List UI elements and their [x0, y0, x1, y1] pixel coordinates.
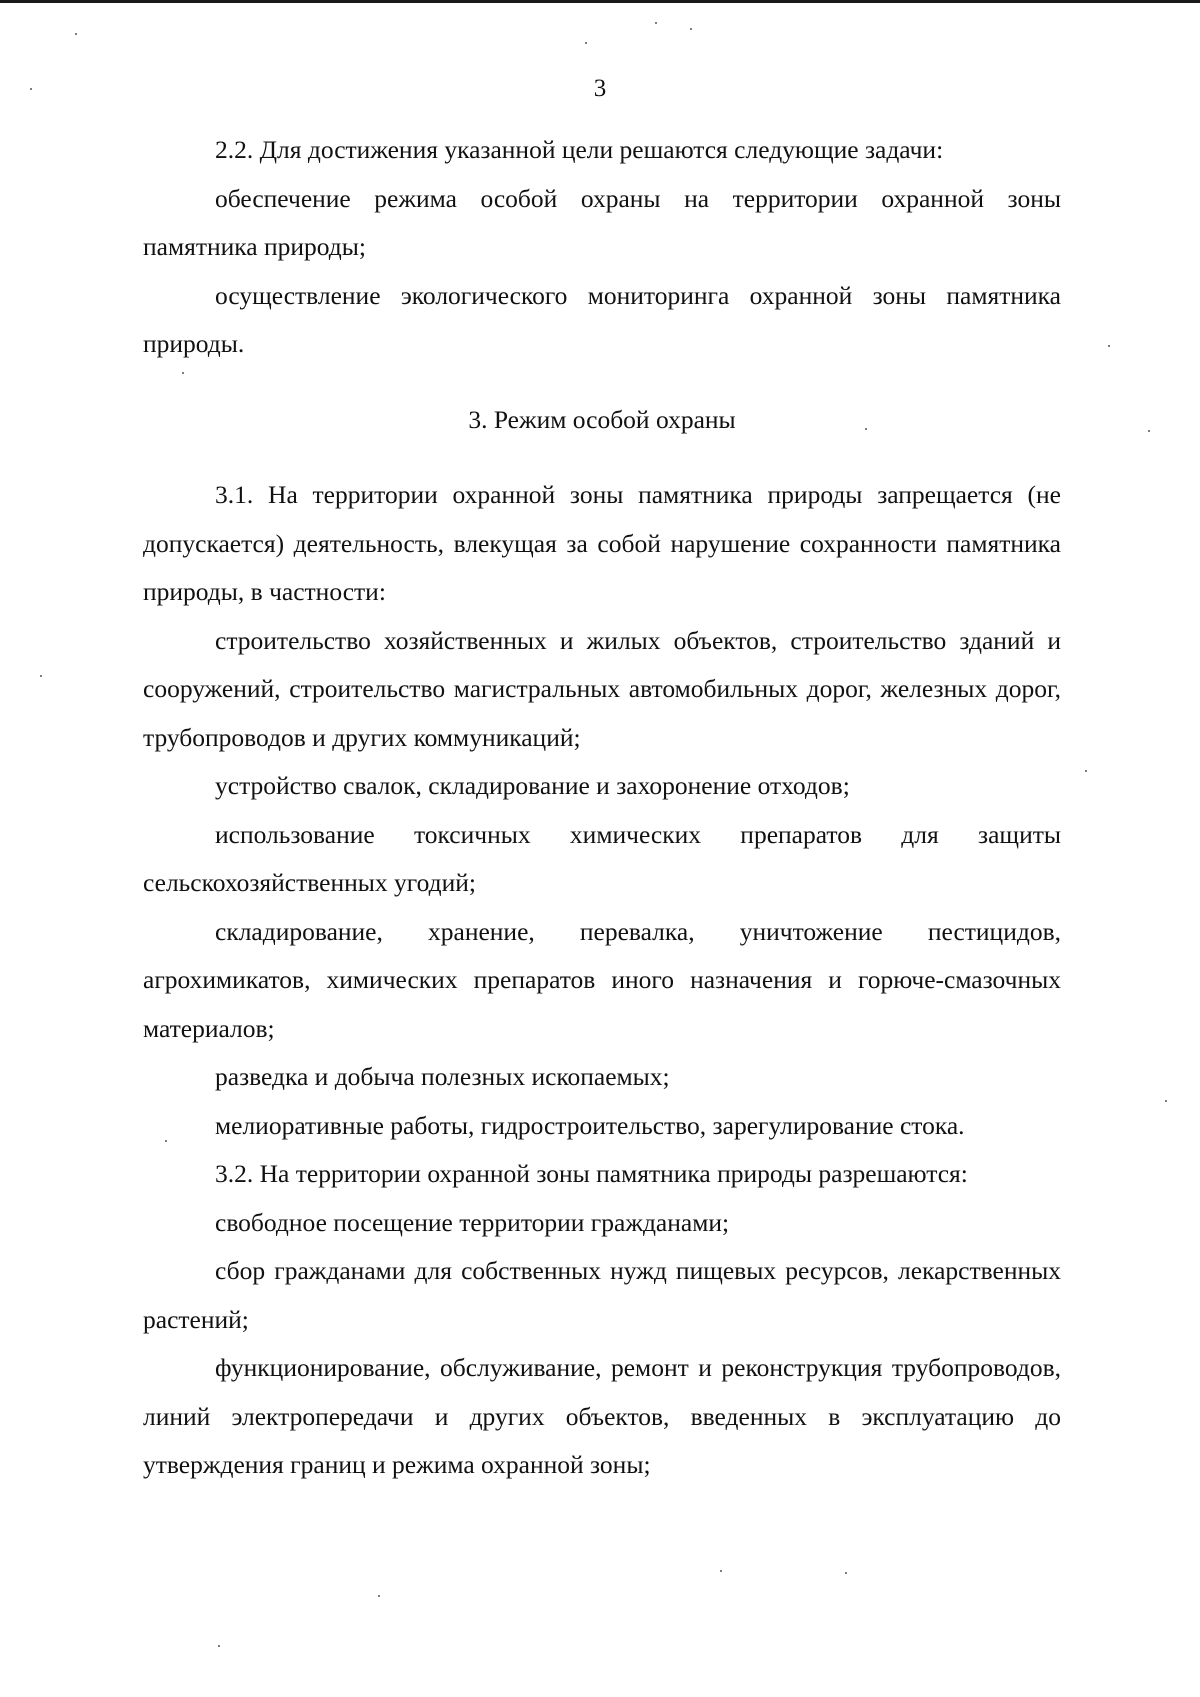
paragraph-3-1: 3.1. На территории охранной зоны памятника природы запрещается (не допускается) деятельность, влекущая за собой нарушение сохранности памятника природы, в частности:	[143, 480, 1061, 606]
scan-speck	[75, 33, 77, 35]
list-item-dumps: устройство свалок, складирование и захоронение отходов;	[215, 771, 850, 800]
page-number: 3	[593, 75, 607, 102]
list-item-gathering: сбор гражданами для собственных нужд пищевых ресурсов, лекарственных растений;	[143, 1256, 1061, 1334]
scan-speck	[1085, 770, 1087, 772]
scan-speck	[690, 28, 692, 30]
paragraph-3-2: 3.2. На территории охранной зоны памятника природы разрешаются:	[215, 1159, 968, 1188]
scan-speck	[720, 1570, 722, 1572]
list-item-mining: разведка и добыча полезных ископаемых;	[215, 1062, 670, 1091]
paragraph-task-protection: обеспечение режима особой охраны на территории охранной зоны памятника природы;	[143, 183, 1061, 261]
list-item-construction: строительство хозяйственных и жилых объектов, строительство зданий и сооружений, строительство магистральных автомобильных дорог, железных дорог, трубопроводов и других коммуникаций;	[143, 625, 1061, 752]
section-heading: 3. Режим особой охраны	[468, 404, 736, 434]
scan-speck	[865, 428, 867, 430]
list-item-toxic-chemicals: использование токсичных химических препаратов для защиты сельскохозяйственных угодий;	[143, 819, 1061, 897]
scan-speck	[218, 1645, 220, 1647]
list-item-infrastructure: функционирование, обслуживание, ремонт и реконструкция трубопроводов, линий электропередачи и других объектов, введенных в эксплуатацию до утверждения границ и режима охранной зоны;	[143, 1353, 1061, 1479]
scan-speck	[655, 22, 657, 24]
list-item-free-visit: свободное посещение территории гражданами;	[215, 1207, 730, 1237]
paragraph-2-2: 2.2. Для достижения указанной цели решаются следующие задачи:	[215, 135, 944, 164]
list-item-land-reclamation: мелиоративные работы, гидростроительство, зарегулирование стока.	[215, 1110, 965, 1140]
scan-speck	[1148, 430, 1150, 432]
scan-speck	[585, 42, 587, 44]
scan-speck	[30, 88, 32, 90]
scan-speck	[1108, 345, 1110, 347]
top-border-line	[0, 0, 1200, 3]
scan-speck	[845, 1572, 847, 1574]
paragraph-task-monitoring: осуществление экологического мониторинга охранной зоны памятника природы.	[143, 280, 1061, 358]
scan-speck	[1165, 1100, 1167, 1102]
scan-speck	[165, 1140, 167, 1142]
document-body	[143, 126, 1061, 1490]
scan-speck	[378, 1595, 380, 1597]
scan-speck	[182, 372, 184, 374]
scan-speck	[40, 675, 42, 677]
list-item-pesticides: складирование, хранение, перевалка, уничтожение пестицидов, агрохимикатов, химических препаратов иного назначения и горюче-смазочных материалов;	[143, 916, 1061, 1043]
